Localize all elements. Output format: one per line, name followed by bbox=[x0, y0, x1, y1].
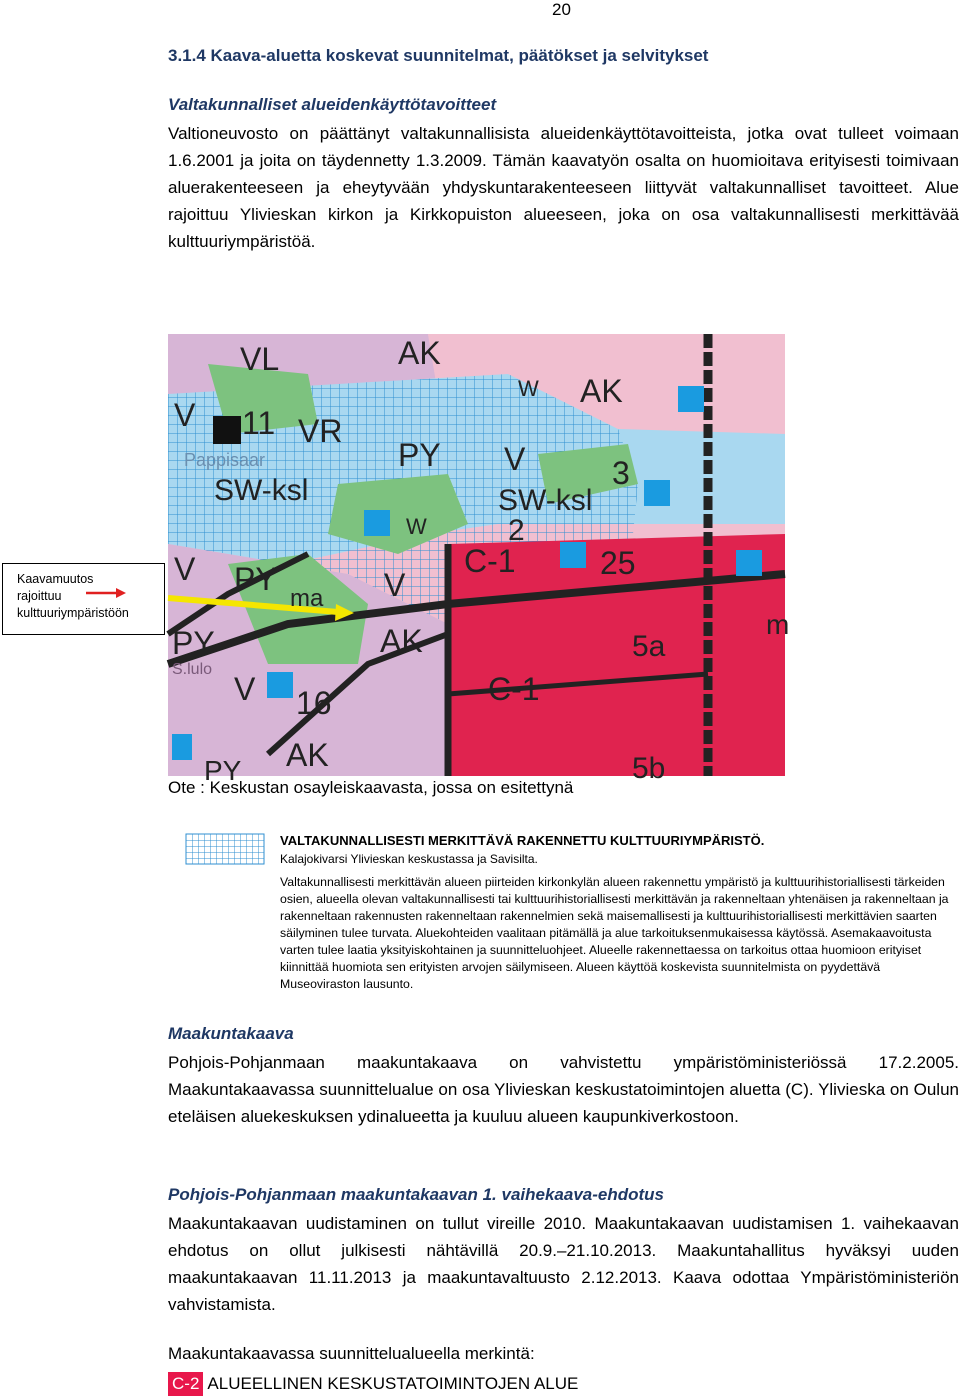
callout-line-1: Kaavamuutos bbox=[17, 572, 94, 586]
map-label: AK bbox=[286, 737, 329, 773]
map-label: AK bbox=[398, 335, 441, 371]
blue-marker bbox=[678, 386, 704, 412]
map-label: V bbox=[384, 567, 406, 603]
page-number: 20 bbox=[552, 0, 571, 19]
section1-title: Valtakunnalliset alueidenkäyttötavoitteet bbox=[168, 95, 497, 114]
map-label: V bbox=[174, 397, 196, 433]
map-label: V bbox=[234, 671, 256, 707]
blue-marker bbox=[364, 510, 390, 536]
map-label: 5b bbox=[632, 752, 666, 785]
section1-text: Valtioneuvosto on päättänyt valtakunnallisista alueidenkäyttötavoitteista, jotka ovat tulleet voimaan 1.6.2001 ja joita on täydennetty 1.3.2009. Tämän kaavatyön osalta on huomioitava erityisesti toimivaan aluerakenteeseen ja eheytyvään yhdyskuntarakenteeseen liittyvät valtakunnalliset tavoitteet. Alue rajoittuu Ylivieskan kirkon ja Kirkkopuiston alueeseen, joka on osa valtakunnallisesti merkittävää kulttuuriympäristöä. bbox=[168, 124, 959, 251]
map-label: m bbox=[766, 609, 790, 640]
map-label: PY bbox=[172, 625, 215, 661]
map-label: 11 bbox=[242, 405, 276, 441]
building-marker bbox=[213, 416, 241, 444]
map-label: Pappisaar bbox=[184, 450, 266, 470]
blue-marker bbox=[560, 542, 586, 568]
map-label: AK bbox=[580, 373, 623, 409]
marking-label: Maakuntakaavassa suunnittelualueella merkintä: bbox=[168, 1344, 535, 1363]
map-label: 5a bbox=[632, 630, 666, 663]
blue-marker bbox=[736, 550, 762, 576]
map-caption: Ote : Keskustan osayleiskaavasta, jossa on esitettynä bbox=[168, 778, 574, 797]
red-arrow-icon bbox=[86, 585, 128, 601]
map-label: VL bbox=[240, 341, 280, 377]
map-label: V bbox=[504, 441, 526, 477]
blue-marker bbox=[644, 480, 670, 506]
marking-row bbox=[168, 1372, 578, 1396]
map-label: SW-ksl bbox=[214, 474, 309, 507]
map-label: S.lulo bbox=[172, 661, 213, 678]
map-label: 2 bbox=[508, 514, 525, 547]
map-label: PY bbox=[204, 755, 242, 786]
c2-badge: C-2 bbox=[168, 1372, 203, 1396]
map-label: V bbox=[174, 551, 196, 587]
map-label: VR bbox=[298, 413, 343, 449]
blue-marker bbox=[267, 672, 293, 698]
map-label: SW-ksl bbox=[498, 484, 593, 517]
map-label: PY bbox=[398, 437, 441, 473]
map-label: C-1 bbox=[488, 671, 540, 707]
marking-description: ALUEELLINEN KESKUSTATOIMINTOJEN ALUE bbox=[207, 1374, 579, 1393]
map-label: C-1 bbox=[464, 543, 516, 579]
legend-body: Valtakunnallisesti merkittävän alueen piirteiden kirkonkylän alueen rakennettu ympäristö ja kulttuurihistoriallisesti tärkeiden osien, alueella olevan valtakunnallisesti tai kulttuurihistoriallisesti merkittävän ja rakenneltaan yhtenäisen ja rakenneltaan ja rakenneltaan rakennusten rakenneltaan rakennelmien sekä maisemallisesti ja kulttuurihistoriallisesti merkittävien saarten säilyminen tulee turvata. Aluekohteiden vaalitaan pitämällä ja alue tarkoituksenmukaisessa käytössä. Asemakaavoitusta varten tulee laatia yksityiskohtainen ja suunnitteluohjeet. Alueelle rakennettaessa on tarkoitus ottaa huomioon erityiset kiinnittää huomiota sen erityisten arvojen säilymiseen. Alueen käyttöä koskevista suunnitelmista on pyydettävä Museoviraston lausunto. bbox=[280, 875, 949, 991]
callout-line-3: kulttuuriympäristöön bbox=[17, 606, 129, 620]
callout-line-2: rajoittuu bbox=[17, 589, 62, 603]
map-label: 3 bbox=[612, 455, 630, 491]
map-label: 16 bbox=[296, 685, 332, 721]
section2-title: Maakuntakaava bbox=[168, 1024, 294, 1043]
callout-box bbox=[2, 563, 165, 635]
blue-marker bbox=[172, 734, 192, 760]
master-plan-map bbox=[168, 334, 790, 786]
grid-pattern-icon bbox=[186, 834, 264, 864]
legend-title: VALTAKUNNALLISESTI MERKITTÄVÄ RAKENNETTU KULTTUURIYMPÄRISTÖ. bbox=[280, 833, 765, 848]
section3-title: Pohjois-Pohjanmaan maakuntakaavan 1. vaihekaava-ehdotus bbox=[168, 1185, 665, 1204]
map-label: ma bbox=[290, 585, 324, 612]
section3-text: Maakuntakaavan uudistaminen on tullut vireille 2010. Maakuntakaavan uudistamisen 1. vaihekaavan ehdotus on ollut julkisesti nähtävillä 20.9.–21.10.2013. Maakuntahallitus hyväksyi uuden maakuntakaavan 11.11.2013 ja maakuntavaltuusto 2.12.2013. Kaava odottaa Ympäristöministeriön vahvistamista. bbox=[168, 1214, 959, 1314]
map-label: AK bbox=[380, 623, 423, 659]
map-label: W bbox=[406, 514, 427, 539]
map-label: 25 bbox=[600, 545, 636, 581]
map-label: PY bbox=[234, 561, 277, 597]
legend-subtitle: Kalajokivarsi Ylivieskan keskustassa ja Savisilta. bbox=[280, 852, 538, 866]
section2-text: Pohjois-Pohjanmaan maakuntakaava on vahvistettu ympäristöministeriössä 17.2.2005. Maakuntakaavassa suunnittelualue on osa Ylivieskan keskustatoimintojen aluetta (C). Ylivieska on Oulun eteläisen aluekeskuksen ydinalueetta ja kuuluu alueen kaupunkiverkostoon. bbox=[168, 1053, 959, 1126]
map-label: W bbox=[518, 376, 539, 401]
section-heading: 3.1.4 Kaava-aluetta koskevat suunnitelmat, päätökset ja selvitykset bbox=[168, 46, 709, 65]
